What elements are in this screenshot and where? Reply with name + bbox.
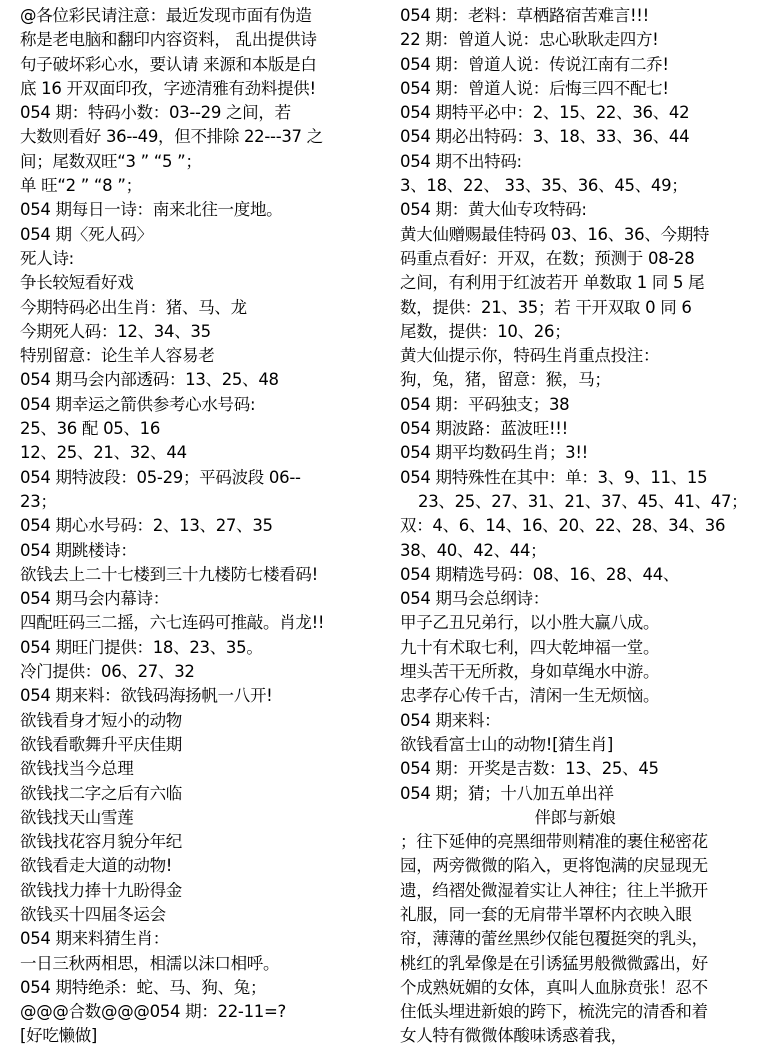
left-text-line-39: 一日三秋两相思，相濡以沫口相呼。 [20, 953, 280, 973]
left-text-line-24: 054 期马会内幕诗： [20, 589, 169, 609]
right-text-line-41: 住低头埋进新娘的跨下，梳洗完的清香和着 [400, 1002, 708, 1022]
right-column [400, 4, 750, 1049]
left-text-line-31: 欲钱找当今总理 [20, 759, 134, 779]
left-text-line-29: 欲钱看身才短小的动物 [20, 710, 183, 730]
right-text-line-23: 054 期精选号码：08、16、28、44、 [400, 564, 680, 584]
left-text-line-28: 054 期来料：欲钱码海扬帆一八开! [20, 686, 273, 706]
left-text-line-33: 欲钱找天山雪莲 [20, 807, 134, 827]
left-text-line-22: 054 期跳楼诗： [20, 540, 137, 560]
right-text-line-35: 园，两旁微微的陷入，更将饱满的戻显现无 [400, 856, 708, 876]
right-text-line-10: 码重点看好：开双，在数；预测于 08-28 [400, 248, 695, 268]
right-text-line-0: 054 期：老料：草栖路宿苦难言!!! [400, 6, 649, 25]
left-text-line-5: 大数则看好 36--49，但不排除 22---37 之 [20, 127, 323, 147]
right-text-line-17: 054 期波路：蓝波旺!!! [400, 419, 568, 439]
left-text-line-15: 054 期马会内部透码：13、25、48 [20, 370, 279, 390]
left-text-line-42: [好吃懒做] [20, 1026, 98, 1046]
left-text-line-26: 054 期旺门提供：18、23、35。 [20, 637, 263, 657]
right-text-line-13: 尾数，提供：10、26； [400, 321, 571, 341]
left-text-line-34: 欲钱找花容月貌分年纪 [20, 832, 183, 852]
right-text-line-42: 女人特有微微体酸味诱惑着我， [400, 1026, 627, 1046]
left-text-line-32: 欲钱找二字之后有六临 [20, 783, 183, 803]
right-text-line-38: 帘，薄薄的蕾丝黑纱仅能包覆挺突的乳头， [400, 929, 708, 949]
left-text-line-3: 底 16 开双面印孜，字迹清雅有劲料提供! [20, 78, 316, 98]
right-text-line-20: 23、25、27、31、21、37、45、41、47； [418, 491, 748, 511]
left-text-line-18: 12、25、21、32、44 [20, 443, 187, 463]
left-text-line-23: 欲钱去上二十七楼到三十九楼防七楼看码! [20, 564, 318, 584]
right-text-line-37: 礼服，同一套的无肩带半罩杯内衣映入眼 [400, 904, 692, 924]
left-text-line-21: 054 期心水号码：2、13、27、35 [20, 516, 273, 536]
right-text-line-11: 之间，有利用于红波若开 单数取 1 同 5 尾 [400, 273, 705, 293]
right-text-line-6: 054 期不出特码: [400, 151, 522, 171]
left-text-line-9: 054 期〈死人码〉 [20, 224, 153, 244]
right-text-line-5: 054 期必出特码：3、18、33、36、44 [400, 127, 690, 147]
right-text-line-4: 054 期特平必中：2、15、22、36、42 [400, 103, 690, 123]
left-text-line-4: 054 期：特码小数：03--29 之间，若 [20, 103, 291, 123]
left-text-line-1: 称是老电脑和翻印内容资料， 乱出提供诗 [20, 30, 317, 50]
right-text-line-2: 054 期：曾道人说：传说江南有二乔! [400, 54, 669, 74]
right-text-line-34: ；往下延伸的亮黑细带则精准的裹住秘密花 [400, 832, 708, 852]
right-text-line-31: 054 期：开奖是吉数：13、25、45 [400, 759, 659, 779]
left-text-line-37: 欲钱买十四届冬运会 [20, 904, 166, 924]
left-text-line-7: 单 旺“2 ” “8 ”； [20, 176, 142, 196]
left-text-line-30: 欲钱看歌舞升平庆佳期 [20, 734, 183, 754]
left-text-line-10: 死人诗: [20, 248, 74, 268]
left-text-line-16: 054 期幸运之箭供参考心水号码: [20, 394, 256, 414]
right-text-line-24: 054 期马会总纲诗： [400, 589, 549, 609]
left-text-line-41: @@@合数@@@054 期：22-11=? [20, 1002, 286, 1022]
left-text-line-14: 特别留意：论生羊人容易老 [20, 346, 215, 366]
right-text-line-21: 双：4、6、14、16、20、22、28、34、36 [400, 516, 726, 536]
left-text-line-27: 冷门提供：06、27、32 [20, 662, 195, 682]
left-text-line-11: 争长较短看好戏 [20, 273, 134, 293]
left-text-line-19: 054 期特波段：05-29；平码波段 06-- [20, 467, 301, 487]
right-text-line-22: 38、40、42、44； [400, 540, 547, 560]
right-text-line-32: 054 期；猜；十八加五单出祥 [400, 783, 614, 803]
left-text-line-12: 今期特码必出生肖：猪、马、龙 [20, 297, 247, 317]
right-text-line-27: 埋头苦干无所救，身如草绳水中游。 [400, 662, 660, 682]
right-text-line-28: 忠孝存心传千古，清闲一生无烦恼。 [400, 686, 660, 706]
left-text-line-6: 间；尾数双旺“3 ” “5 ”； [20, 151, 202, 171]
right-text-line-15: 狗，兔，猪，留意：猴，马； [400, 370, 611, 390]
right-text-line-1: 22 期：曾道人说：忠心耿耿走四方! [400, 30, 659, 50]
right-text-line-9: 黄大仙赠赐最佳特码 03、16、36、今期特 [400, 224, 710, 244]
right-text-line-19: 054 期特殊性在其中：单：3、9、11、15 [400, 467, 708, 487]
right-text-line-39: 桃红的乳晕像是在引诱猛男般微微露出，好 [400, 953, 708, 973]
right-text-line-16: 054 期：平码独支；38 [400, 394, 570, 414]
left-column [20, 4, 382, 1049]
right-text-line-14: 黄大仙提示你，特码生肖重点投注： [400, 346, 660, 366]
left-text-line-38: 054 期来料猜生肖： [20, 929, 169, 949]
right-text-line-25: 甲子乙丑兄弟行，以小胜大赢八成。 [400, 613, 660, 633]
left-text-line-17: 25、36 配 05、16 [20, 419, 161, 439]
left-text-line-25: 四配旺码三二摇，六七连码可推敲。肖龙!! [20, 613, 325, 633]
right-text-line-30: 欲钱看富士山的动物![猜生肖] [400, 734, 613, 754]
right-text-line-7: 3、18、22、 33、35、36、45、49； [400, 176, 688, 196]
right-text-line-26: 九十有术取七利，四大乾坤福一堂。 [400, 637, 660, 657]
right-text-line-8: 054 期：黄大仙专攻特码: [400, 200, 587, 220]
right-text-line-3: 054 期：曾道人说：后悔三四不配七! [400, 78, 669, 98]
right-text-line-40: 个成熟妩媚的女体，真叫人血脉贲张！忍不 [400, 977, 708, 997]
left-text-line-36: 欲钱找力捧十九盼得金 [20, 880, 183, 900]
left-text-line-20: 23； [20, 491, 57, 511]
left-text-line-0: @各位彩民请注意：最近发现市面有伪造 [20, 6, 312, 25]
right-text-line-18: 054 期平均数码生肖；3!! [400, 443, 588, 463]
left-text-line-2: 句子破坏彩心水，要认请 来源和本版是白 [20, 54, 317, 74]
right-text-line-12: 数，提供：21、35；若 干开双取 0 同 6 [400, 297, 692, 317]
left-text-line-13: 今期死人码：12、34、35 [20, 321, 211, 341]
left-text-line-8: 054 期每日一诗：南来北往一度地。 [20, 200, 283, 220]
right-text-line-29: 054 期来料： [400, 710, 501, 730]
right-text-line-36: 遗，绉褶处微湿着实让人神往；往上半掀开 [400, 880, 708, 900]
right-text-line-33: 伴郎与新娘 [534, 807, 616, 827]
left-text-line-35: 欲钱看走大道的动物! [20, 856, 173, 876]
left-text-line-40: 054 期特绝杀：蛇、马、狗、兔； [20, 977, 267, 997]
